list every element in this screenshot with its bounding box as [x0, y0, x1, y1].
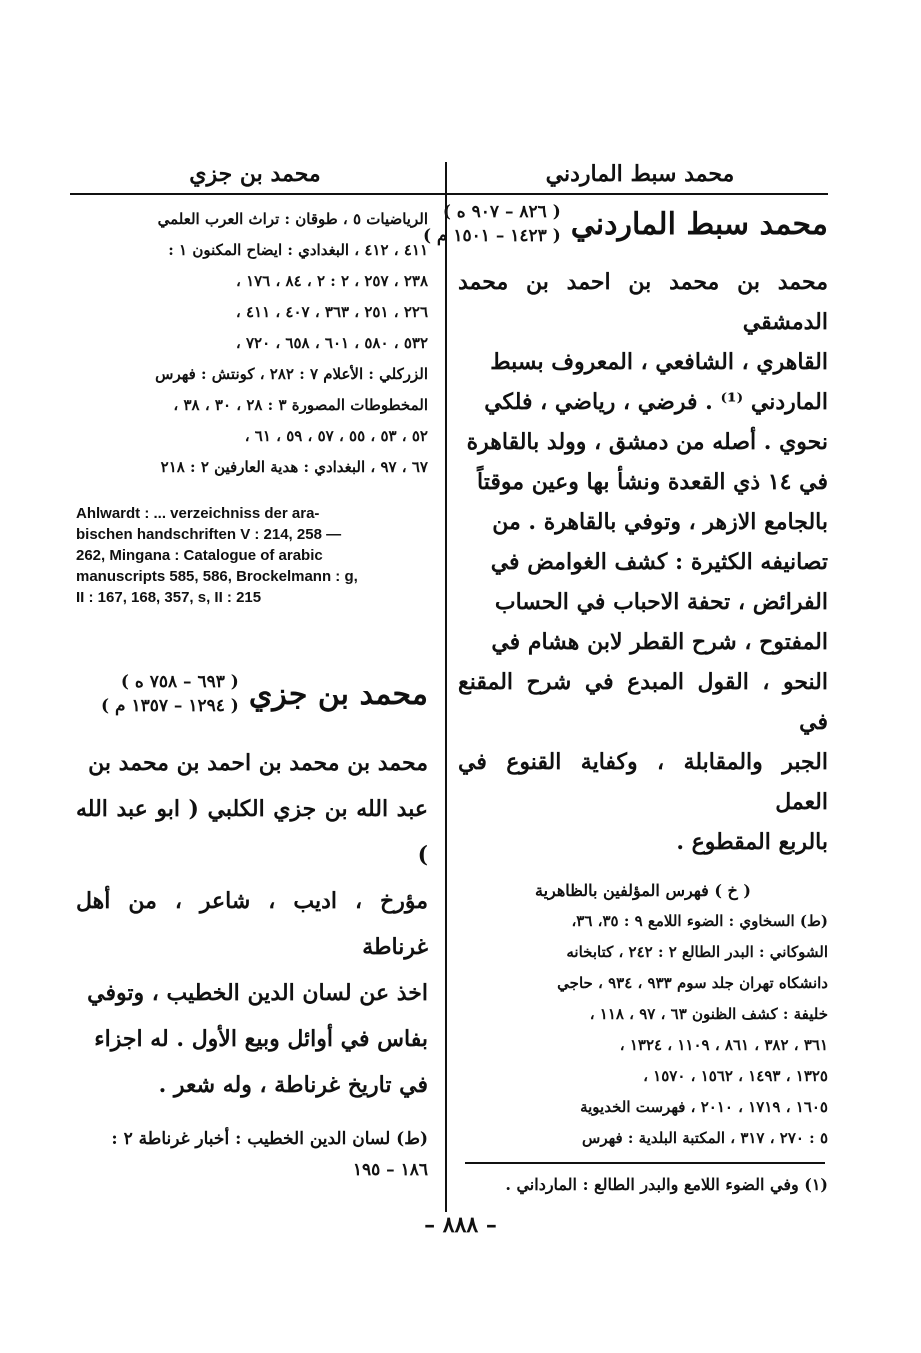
reference-line: ٤١١ ، ٤١٢ ، البغدادي : ايضاح المكنون ١ : — [168, 241, 428, 259]
body-line: القاهري ، الشافعي ، المعروف بسبط — [490, 349, 828, 375]
body-line: اخذ عن لسان الدين الخطيب ، وتوفي — [87, 980, 428, 1006]
running-header-right: محمد سبط الماردني — [545, 161, 735, 187]
entry-dates-gregorian: ( ١٢٩٤ – ١٣٥٧ م ) — [101, 696, 239, 716]
source-line: ٣٦١ ، ٣٨٢ ، ٨٦١ ، ١١٠٩ ، ١٣٢٤ ، — [619, 1036, 828, 1054]
source-line: ٥ : ٢٧٠ ، ٣١٧ ، المكتبة البلدية : فهرس — [582, 1129, 828, 1147]
reference-line: الرياضيات ٥ ، طوقان : تراث العرب العلمي — [157, 210, 428, 228]
reference-line: ٢٣٨ ، ٢٥٧ ، ٢ : ٢ ، ٨٤ ، ١٧٦ ، — [235, 272, 428, 290]
source-line: خليفة : كشف الظنون ٦٣ ، ٩٧ ، ١١٨ ، — [589, 1005, 828, 1023]
column-divider — [445, 162, 447, 1212]
body-line: تصانيفه الكثيرة : كشف الغوامض في — [490, 549, 828, 575]
source-line: ١٦٠٥ ، ١٧١٩ ، ٢٠١٠ ، فهرست الخديوية — [580, 1098, 828, 1116]
reference-line: الزركلي : الأعلام ٧ : ٢٨٢ ، كونتش : فهرس — [155, 365, 428, 383]
entry-dates-hijri: ( ٦٩٣ – ٧٥٨ ه ) — [120, 672, 239, 692]
body-line: بالربع المقطوع . — [676, 829, 828, 855]
right-column — [422, 200, 828, 1154]
entry-heading — [76, 670, 428, 718]
footnote: (١) وفي الضوء اللامع والبدر الطالع : المارداني . — [505, 1175, 828, 1194]
header-rule — [70, 193, 828, 195]
source-title: ( خ ) فهرس المؤلفين بالظاهرية — [534, 881, 751, 900]
entry-name: محمد بن جزي — [248, 676, 428, 712]
body-line: في ١٤ ذي القعدة ونشأ بها وعين موقتاً — [477, 469, 828, 495]
body-line: بالجامع الازهر ، وتوفي بالقاهرة . من — [492, 509, 828, 535]
running-header-left: محمد بن جزي — [189, 161, 321, 187]
entry-dates-gregorian: ( ١٤٢٣ – ١٥٠١ م ) — [422, 226, 561, 246]
latin-line: II : 167, 168, 357, s, II : 215 — [76, 589, 262, 606]
latin-line: bischen handschriften V : 214, 258 — — [76, 526, 342, 543]
body-line: نحوي . أصله من دمشق ، وولد بالقاهرة — [466, 429, 828, 455]
latin-line: 262, Mingana : Catalogue of arabic — [76, 547, 323, 564]
source-line: الشوكاني : البدر الطالع ٢ : ٢٤٢ ، كتابخانه — [566, 943, 828, 961]
body-line: الفرائض ، تحفة الاحباب في الحساب — [494, 589, 828, 615]
entry-name: محمد سبط الماردني — [570, 206, 828, 242]
source-list — [458, 906, 828, 1154]
reference-line: ٥٢ ، ٥٣ ، ٥٥ ، ٥٧ ، ٥٩ ، ٦١ ، — [244, 427, 428, 445]
body-line: محمد بن محمد بن احمد بن محمد الدمشقي — [458, 269, 828, 335]
latin-line: manuscripts 585, 586, Brockelmann : g, — [76, 568, 358, 585]
body-line: مؤرخ ، اديب ، شاعر ، من أهل غرناطة — [76, 888, 428, 960]
body-line: الجبر والمقابلة ، وكفاية القنوع في العمل — [458, 749, 828, 815]
reference-list — [76, 204, 428, 483]
body-line: الماردني ⁽¹⁾ . فرضي ، رياضي ، فلكي — [484, 389, 828, 415]
body-line: النحو ، القول المبدع في شرح المقنع في — [458, 669, 828, 735]
entry-body — [458, 262, 828, 862]
body-line: بفاس في أوائل وبيع الأول . له اجزاء — [94, 1026, 428, 1052]
source-line: ١٣٢٥ ، ١٤٩٣ ، ١٥٦٢ ، ١٥٧٠ ، — [643, 1067, 828, 1085]
source-line: ١٨٦ – ١٩٥ — [352, 1160, 428, 1180]
source-list — [76, 1124, 428, 1186]
latin-references — [76, 503, 428, 608]
entry-heading — [422, 200, 828, 248]
entry-dates-hijri: ( ٨٢٦ – ٩٠٧ ه ) — [442, 202, 561, 222]
reference-line: ٢٢٦ ، ٢٥١ ، ٣٦٣ ، ٤٠٧ ، ٤١١ ، — [235, 303, 428, 321]
reference-line: ٥٣٢ ، ٥٨٠ ، ٦٠١ ، ٦٥٨ ، ٧٢٠ ، — [235, 334, 428, 352]
body-line: محمد بن محمد بن احمد بن محمد بن — [88, 750, 428, 776]
reference-line: ٦٧ ، ٩٧ ، البغدادي : هدية العارفين ٢ : ٢١٨ — [160, 458, 428, 476]
source-line: دانشكاه تهران جلد سوم ٩٣٣ ، ٩٣٤ ، حاجي — [557, 974, 828, 992]
source-line: (ط) السخاوي : الضوء اللامع ٩ : ٣٥، ٣٦، — [571, 912, 828, 930]
entry-body — [76, 740, 428, 1108]
page-number: – ٨٨٨ – — [424, 1212, 497, 1238]
body-line: عبد الله بن جزي الكلبي ( ابو عبد الله ) — [76, 796, 428, 868]
source-line: (ط) لسان الدين الخطيب : أخبار غرناطة ٢ : — [111, 1129, 428, 1149]
reference-line: المخطوطات المصورة ٣ : ٢٨ ، ٣٠ ، ٣٨ ، — [173, 396, 428, 414]
body-line: في تاريخ غرناطة ، وله شعر . — [158, 1072, 428, 1098]
footnote-rule — [465, 1162, 825, 1164]
entry-dates — [101, 670, 239, 718]
body-line: المفتوح ، شرح القطر لابن هشام في — [491, 629, 828, 655]
left-column — [76, 204, 428, 1186]
latin-line: Ahlwardt : ... verzeichniss der ara- — [76, 505, 320, 522]
entry-dates — [423, 200, 561, 248]
